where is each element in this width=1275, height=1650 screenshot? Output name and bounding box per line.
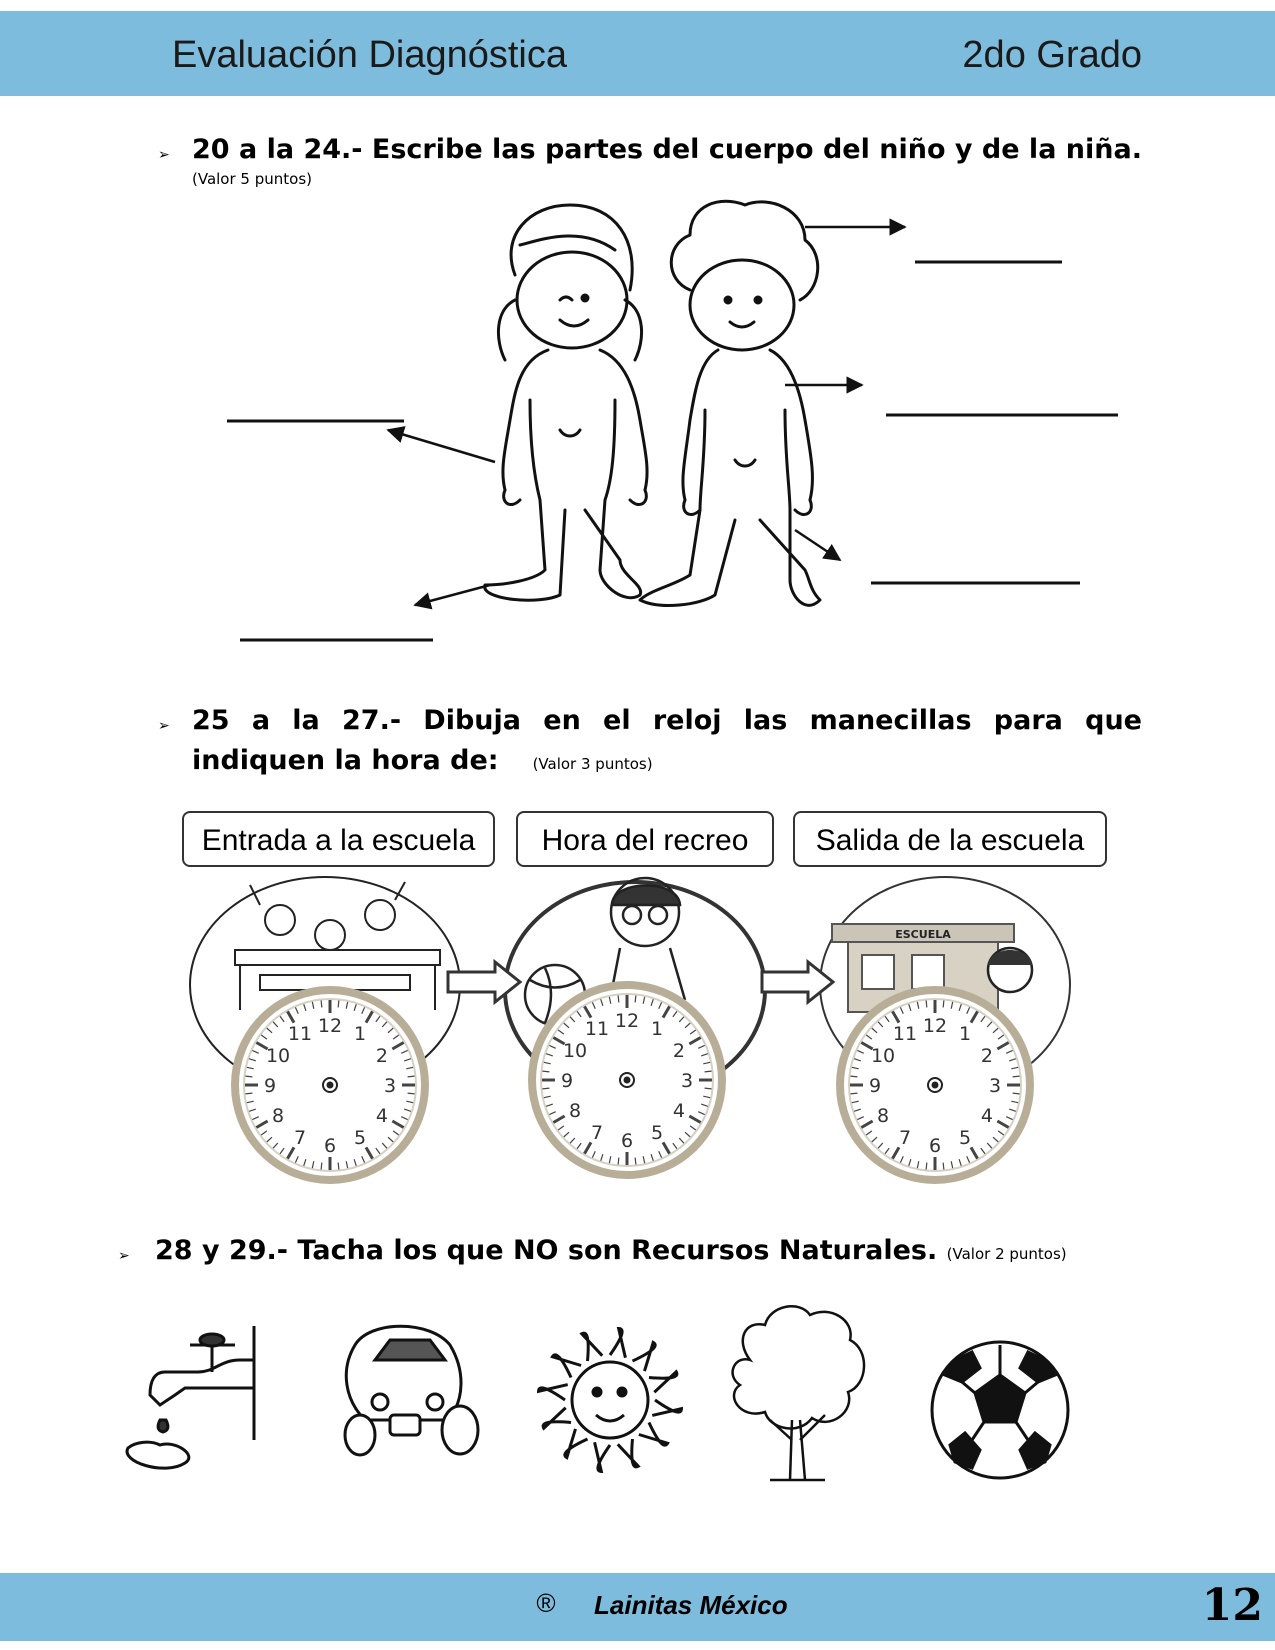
sun-ray <box>649 1372 677 1393</box>
clock-number: 5 <box>353 1126 367 1149</box>
clock-number: 12 <box>922 1015 948 1037</box>
clock-face-1[interactable] <box>235 990 425 1180</box>
clock-number: 7 <box>590 1121 604 1144</box>
question-natural-resources-text: 28 y 29.- Tacha los que NO son Recursos Naturales. <box>155 1235 938 1266</box>
clock-number: 10 <box>562 1040 588 1062</box>
clock-number: 9 <box>868 1075 882 1097</box>
clock-number: 1 <box>650 1018 664 1041</box>
clock-label-recreo: Hora del recreo <box>516 811 774 867</box>
sun-ray <box>618 1439 639 1467</box>
sun-ray <box>610 1329 625 1358</box>
sun-ray <box>582 1333 603 1361</box>
body-part-pointers <box>388 227 905 605</box>
page-number: 12 <box>1201 1580 1263 1631</box>
clock-number: 9 <box>560 1070 574 1092</box>
question-body-parts-points: (Valor 5 puntos) <box>192 170 312 188</box>
question-body-parts: 20 a la 24.- Escribe las partes del cuerpo del niño y de la niña. <box>192 134 1142 165</box>
clock-number: 4 <box>672 1100 686 1122</box>
clock-number: 3 <box>383 1075 397 1097</box>
faucet-icon[interactable] <box>127 1326 254 1468</box>
clock-number: 2 <box>980 1045 994 1067</box>
clock-number: 8 <box>271 1105 285 1127</box>
sun-ray <box>552 1355 581 1378</box>
clock-label-entrada: Entrada a la escuela <box>182 811 495 867</box>
sun-ray <box>565 1429 588 1458</box>
clock-number: 6 <box>323 1135 337 1157</box>
footer-brand: Lainitas México <box>594 1590 788 1620</box>
clock-number: 8 <box>876 1105 890 1127</box>
clock-number: 11 <box>287 1023 313 1046</box>
clock-number: 7 <box>898 1126 912 1149</box>
clock-number: 6 <box>620 1130 634 1152</box>
bullet-icon: ➢ <box>118 1248 130 1264</box>
clock-number: 3 <box>680 1070 694 1092</box>
question-clocks-text: 25 a la 27.- Dibuja en el reloj las manecillas para que indiquen la hora de: <box>192 705 1142 776</box>
sun-ray <box>595 1442 610 1471</box>
clock-number: 1 <box>958 1023 972 1046</box>
clock-number: 9 <box>263 1075 277 1097</box>
clock-number: 11 <box>892 1023 918 1046</box>
clock-face-2[interactable] <box>532 985 722 1175</box>
clock-number: 10 <box>265 1045 291 1067</box>
clock-number: 4 <box>375 1105 389 1127</box>
page-title: Evaluación Diagnóstica <box>172 34 568 76</box>
question-clocks-points: (Valor 3 puntos) <box>532 755 653 773</box>
sun-ray <box>539 1385 568 1400</box>
clock-number: 10 <box>870 1045 896 1067</box>
question-natural-resources-points: (Valor 2 puntos) <box>946 1245 1067 1263</box>
bullet-icon: ➢ <box>158 147 170 163</box>
sun-ray <box>543 1408 571 1429</box>
clock-number: 2 <box>375 1045 389 1067</box>
school-sign: ESCUELA <box>895 928 951 941</box>
clock-number: 5 <box>958 1126 972 1149</box>
clock-scenes <box>190 877 1070 1180</box>
sun-ray <box>639 1423 668 1446</box>
clock-number: 1 <box>353 1023 367 1046</box>
clock-number: 8 <box>568 1100 582 1122</box>
grade-label: 2do Grado <box>962 34 1142 76</box>
sun-ray <box>652 1400 681 1415</box>
registered-mark: ® <box>536 1588 556 1618</box>
sun-icon[interactable] <box>539 1329 682 1472</box>
tree-icon[interactable] <box>733 1306 864 1480</box>
sun-ray <box>633 1342 656 1371</box>
clock-number: 12 <box>317 1015 343 1037</box>
clock-number: 7 <box>293 1126 307 1149</box>
clock-number: 4 <box>980 1105 994 1127</box>
bullet-icon: ➢ <box>158 718 170 734</box>
clock-number: 6 <box>928 1135 942 1157</box>
clock-number: 2 <box>672 1040 686 1062</box>
girl-figure-icon <box>485 205 647 600</box>
clock-number: 5 <box>650 1121 664 1144</box>
car-icon[interactable] <box>345 1326 478 1455</box>
clock-number: 11 <box>584 1018 610 1041</box>
soccer-ball-icon[interactable] <box>932 1342 1068 1478</box>
clock-face-3[interactable] <box>840 990 1030 1180</box>
clock-number: 3 <box>988 1075 1002 1097</box>
clock-number: 12 <box>614 1010 640 1032</box>
clock-label-salida: Salida de la escuela <box>793 811 1107 867</box>
boy-figure-icon <box>640 201 820 605</box>
